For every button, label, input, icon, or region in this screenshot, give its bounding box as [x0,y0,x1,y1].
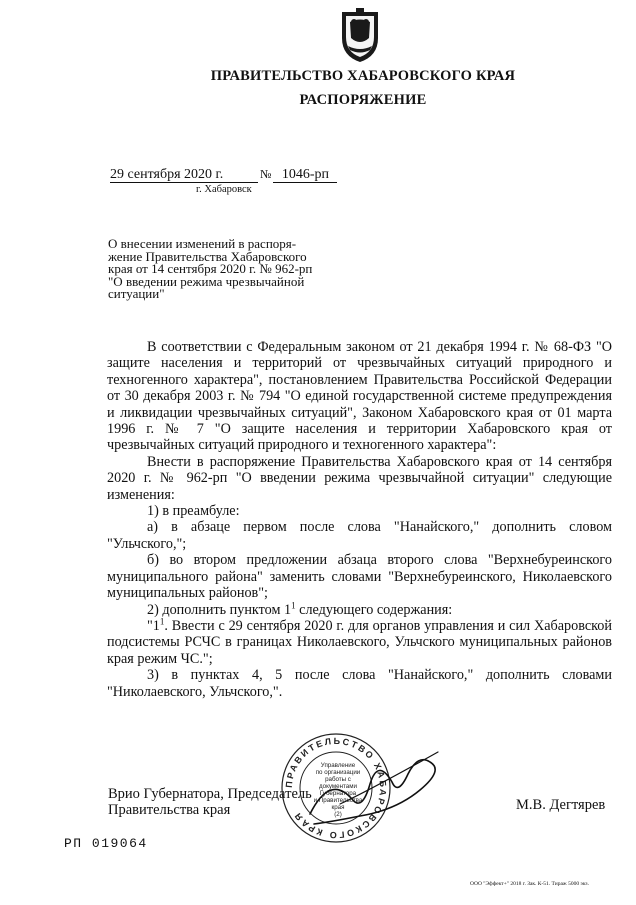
seal-line: (2) [334,811,342,818]
organization-title: ПРАВИТЕЛЬСТВО ХАБАРОВСКОГО КРАЯ [210,68,516,84]
preamble-paragraph: В соответствии с Федеральным законом от 21 декабря 1994 г. № 68-ФЗ "О защите населения и территорий от чрезвычайных ситуаций природного и техногенного характера", постановлением Правительства Российской Федерации от 30 декабря 2003 г. № 794 "О единой государственной системе предупреждения и ликвидации чрезвычайных ситуаций", Законом Хабаровского края от 01 марта 1996 г. № 7 "О защите населения и территории Хабаровского края от чрезвычайных ситуаций природного и техногенного характера": [107,339,612,454]
signatory-title-line: Правительства края [108,802,231,818]
item-2 [107,599,612,618]
quote-text: . Ввести с 29 сентября 2020 г. для органов управления и сил Хабаровской подсистемы РСЧС в границах Николаевского, Ульчского муниципальных районов края режим ЧС."; [107,617,612,667]
document-number: 1046-рп [273,168,337,183]
item-1b: б) во втором предложении абзаца второго слова "Верхнебуреинского муниципального района" заменить словами "Верхнебуреинского, Николаевского муниципальных районов"; [107,552,612,602]
document-body [107,339,612,700]
document-date: 29 сентября 2020 г. [110,168,258,183]
subject-line: "О введении режима чрезвычайной [108,273,305,289]
city: г. Хабаровск [196,184,252,195]
item-1: 1) в преамбуле: [147,503,240,520]
seal-line: и Правительства [313,797,363,804]
seal-line: Управление [320,762,356,769]
seal-line: по организации [315,769,361,776]
signatory-title-line: Врио Губернатора, Председатель [108,786,312,802]
number-label: № [260,167,272,181]
subject-line: ситуации" [108,286,165,301]
subject-line: края от 14 сентября 2020 г. № 962-рп [108,261,313,276]
item-1a: а) в абзаце первом после слова "Нанайского," дополнить словом "Ульчского,"; [107,519,612,552]
subject-line: жение Правительства Хабаровского [108,248,307,264]
item-3: 3) в пунктах 4, 5 после слова "Нанайского," дополнить словами "Николаевского, Ульчского,". [107,667,612,700]
quote-open: "1 [147,617,160,634]
item-2-sup: 1 [291,599,296,610]
seal-line: края [331,804,345,811]
seal-line: работы с документами [319,776,357,790]
seal-line: Губернатора [319,790,357,797]
coat-of-arms-icon [336,8,384,64]
item-2-text: 2) дополнить пунктом 1 [147,601,292,618]
seal-ring-text: ПРАВИТЕЛЬСТВО ХАБАРОВСКОГО КРАЯ [283,735,389,841]
serial-number: РП 019064 [64,836,148,851]
item-2-tail: следующего содержания: [295,601,453,618]
quote-sup: 1 [159,616,165,627]
printer-note: ООО "Эффект+" 2018 г. Зак. К-51. Тираж 5000 экз. [470,881,589,887]
handwritten-signature-icon [300,744,450,834]
subject-line: О внесении изменений в распоря- [108,236,297,251]
document-subject [108,238,354,301]
registration-line [110,167,337,183]
item-2-quote [107,618,612,667]
signatory-name: М.В. Дегтярев [516,797,606,813]
amendment-intro: Внести в распоряжение Правительства Хабаровского края от 14 сентября 2020 г. № 962-рп "О введении режима чрезвычайной ситуации" следующие изменения: [107,453,612,503]
document-type: РАСПОРЯЖЕНИЕ [299,92,427,108]
